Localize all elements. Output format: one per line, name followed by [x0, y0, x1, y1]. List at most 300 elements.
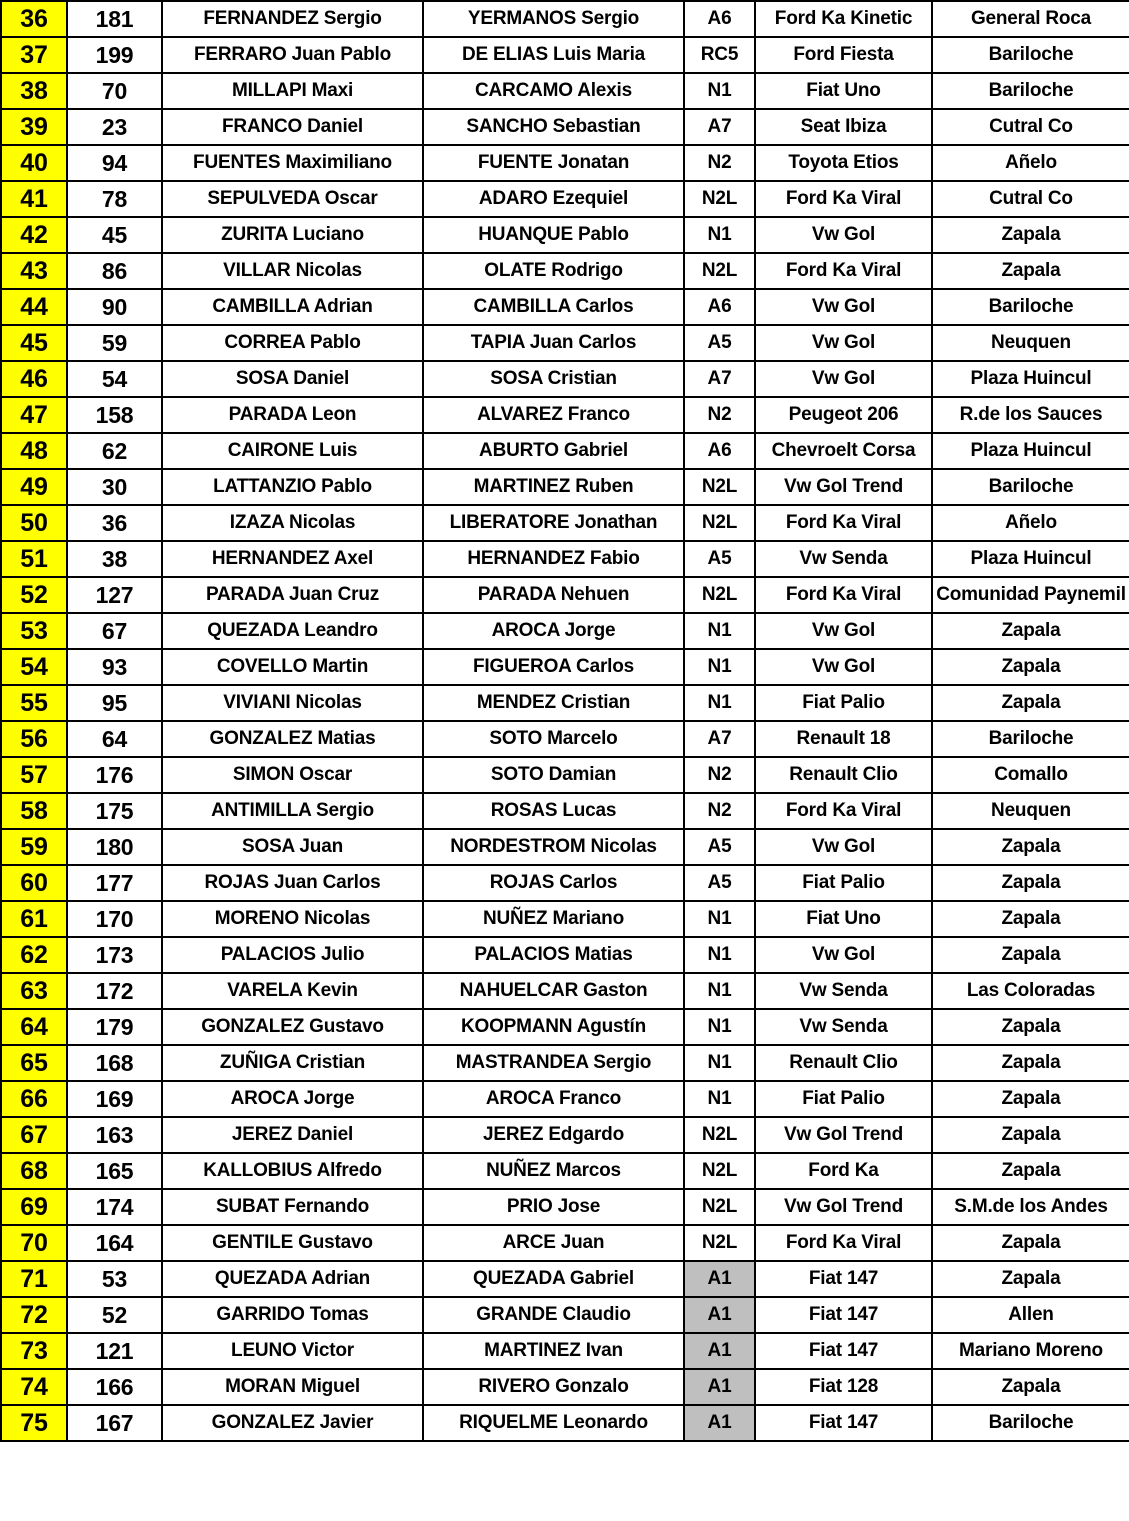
class-cell: N2 [684, 397, 755, 433]
driver-cell: MORENO Nicolas [162, 901, 423, 937]
table-row [1, 541, 1129, 577]
codriver-cell: QUEZADA Gabriel [423, 1261, 684, 1297]
class-cell: N1 [684, 1009, 755, 1045]
position-cell: 48 [1, 433, 67, 469]
driver-cell: JEREZ Daniel [162, 1117, 423, 1153]
position-cell: 45 [1, 325, 67, 361]
city-cell: Zapala [932, 1081, 1129, 1117]
codriver-cell: HUANQUE Pablo [423, 217, 684, 253]
car-number-cell: 127 [67, 577, 162, 613]
codriver-cell: KOOPMANN Agustín [423, 1009, 684, 1045]
position-cell: 43 [1, 253, 67, 289]
driver-cell: ZURITA Luciano [162, 217, 423, 253]
car-number-cell: 78 [67, 181, 162, 217]
codriver-cell: AROCA Franco [423, 1081, 684, 1117]
driver-cell: FERRARO Juan Pablo [162, 37, 423, 73]
table-row [1, 793, 1129, 829]
driver-cell: CORREA Pablo [162, 325, 423, 361]
city-cell: Zapala [932, 1153, 1129, 1189]
car-model-cell: Ford Ka Kinetic [755, 1, 932, 37]
position-cell: 49 [1, 469, 67, 505]
car-model-cell: Fiat 147 [755, 1261, 932, 1297]
position-cell: 70 [1, 1225, 67, 1261]
car-number-cell: 70 [67, 73, 162, 109]
car-number-cell: 169 [67, 1081, 162, 1117]
position-cell: 73 [1, 1333, 67, 1369]
driver-cell: ANTIMILLA Sergio [162, 793, 423, 829]
codriver-cell: HERNANDEZ Fabio [423, 541, 684, 577]
position-cell: 71 [1, 1261, 67, 1297]
driver-cell: MILLAPI Maxi [162, 73, 423, 109]
car-number-cell: 166 [67, 1369, 162, 1405]
class-cell: N2L [684, 505, 755, 541]
position-cell: 65 [1, 1045, 67, 1081]
car-model-cell: Fiat 147 [755, 1405, 932, 1441]
car-number-cell: 23 [67, 109, 162, 145]
table-row [1, 325, 1129, 361]
city-cell: Allen [932, 1297, 1129, 1333]
codriver-cell: ROJAS Carlos [423, 865, 684, 901]
codriver-cell: AROCA Jorge [423, 613, 684, 649]
table-row [1, 901, 1129, 937]
table-row [1, 361, 1129, 397]
codriver-cell: NAHUELCAR Gaston [423, 973, 684, 1009]
codriver-cell: ALVAREZ Franco [423, 397, 684, 433]
class-cell: RC5 [684, 37, 755, 73]
position-cell: 63 [1, 973, 67, 1009]
position-cell: 51 [1, 541, 67, 577]
class-cell: N2L [684, 1153, 755, 1189]
driver-cell: MORAN Miguel [162, 1369, 423, 1405]
car-model-cell: Fiat 128 [755, 1369, 932, 1405]
city-cell: Cutral Co [932, 109, 1129, 145]
car-model-cell: Ford Ka Viral [755, 577, 932, 613]
city-cell: Añelo [932, 505, 1129, 541]
position-cell: 41 [1, 181, 67, 217]
car-number-cell: 165 [67, 1153, 162, 1189]
car-number-cell: 180 [67, 829, 162, 865]
codriver-cell: ABURTO Gabriel [423, 433, 684, 469]
class-cell: N1 [684, 973, 755, 1009]
position-cell: 68 [1, 1153, 67, 1189]
codriver-cell: MARTINEZ Ruben [423, 469, 684, 505]
codriver-cell: ADARO Ezequiel [423, 181, 684, 217]
city-cell: Cutral Co [932, 181, 1129, 217]
driver-cell: SIMON Oscar [162, 757, 423, 793]
class-cell: A7 [684, 361, 755, 397]
table-row [1, 973, 1129, 1009]
driver-cell: AROCA Jorge [162, 1081, 423, 1117]
class-cell: N2 [684, 757, 755, 793]
car-model-cell: Ford Ka [755, 1153, 932, 1189]
table-row [1, 109, 1129, 145]
car-model-cell: Vw Gol Trend [755, 1117, 932, 1153]
table-row [1, 1333, 1129, 1369]
car-number-cell: 179 [67, 1009, 162, 1045]
table-row [1, 685, 1129, 721]
car-model-cell: Vw Senda [755, 973, 932, 1009]
car-model-cell: Fiat Uno [755, 73, 932, 109]
car-number-cell: 67 [67, 613, 162, 649]
codriver-cell: SOTO Marcelo [423, 721, 684, 757]
class-cell: A5 [684, 829, 755, 865]
car-model-cell: Fiat 147 [755, 1333, 932, 1369]
car-model-cell: Toyota Etios [755, 145, 932, 181]
position-cell: 62 [1, 937, 67, 973]
table-row [1, 433, 1129, 469]
car-model-cell: Ford Ka Viral [755, 181, 932, 217]
car-model-cell: Vw Gol [755, 937, 932, 973]
codriver-cell: FUENTE Jonatan [423, 145, 684, 181]
car-number-cell: 176 [67, 757, 162, 793]
table-row [1, 1189, 1129, 1225]
car-number-cell: 62 [67, 433, 162, 469]
class-cell: N1 [684, 613, 755, 649]
position-cell: 64 [1, 1009, 67, 1045]
codriver-cell: TAPIA Juan Carlos [423, 325, 684, 361]
table-row [1, 289, 1129, 325]
car-model-cell: Renault 18 [755, 721, 932, 757]
city-cell: Añelo [932, 145, 1129, 181]
position-cell: 53 [1, 613, 67, 649]
driver-cell: SEPULVEDA Oscar [162, 181, 423, 217]
table-row [1, 37, 1129, 73]
car-number-cell: 172 [67, 973, 162, 1009]
position-cell: 52 [1, 577, 67, 613]
class-cell: N1 [684, 1045, 755, 1081]
car-model-cell: Vw Gol [755, 829, 932, 865]
driver-cell: PARADA Leon [162, 397, 423, 433]
position-cell: 69 [1, 1189, 67, 1225]
codriver-cell: OLATE Rodrigo [423, 253, 684, 289]
car-model-cell: Vw Gol Trend [755, 469, 932, 505]
car-model-cell: Peugeot 206 [755, 397, 932, 433]
class-cell: N2L [684, 469, 755, 505]
city-cell: R.de los Sauces [932, 397, 1129, 433]
car-number-cell: 175 [67, 793, 162, 829]
driver-cell: ZUÑIGA Cristian [162, 1045, 423, 1081]
driver-cell: LATTANZIO Pablo [162, 469, 423, 505]
table-row [1, 397, 1129, 433]
class-cell: N1 [684, 1081, 755, 1117]
car-model-cell: Ford Ka Viral [755, 253, 932, 289]
city-cell: Zapala [932, 1009, 1129, 1045]
city-cell: Zapala [932, 685, 1129, 721]
table-row [1, 1045, 1129, 1081]
driver-cell: CAMBILLA Adrian [162, 289, 423, 325]
car-model-cell: Vw Gol [755, 613, 932, 649]
class-cell: N1 [684, 901, 755, 937]
codriver-cell: PRIO Jose [423, 1189, 684, 1225]
city-cell: Plaza Huincul [932, 433, 1129, 469]
position-cell: 38 [1, 73, 67, 109]
car-number-cell: 93 [67, 649, 162, 685]
class-cell: A1 [684, 1369, 755, 1405]
position-cell: 46 [1, 361, 67, 397]
driver-cell: VARELA Kevin [162, 973, 423, 1009]
table-row [1, 721, 1129, 757]
table-row [1, 613, 1129, 649]
driver-cell: GONZALEZ Gustavo [162, 1009, 423, 1045]
class-cell: N1 [684, 73, 755, 109]
car-model-cell: Fiat Palio [755, 865, 932, 901]
driver-cell: PARADA Juan Cruz [162, 577, 423, 613]
city-cell: Plaza Huincul [932, 361, 1129, 397]
driver-cell: FUENTES Maximiliano [162, 145, 423, 181]
driver-cell: GARRIDO Tomas [162, 1297, 423, 1333]
car-number-cell: 170 [67, 901, 162, 937]
position-cell: 61 [1, 901, 67, 937]
city-cell: Zapala [932, 1045, 1129, 1081]
table-row [1, 253, 1129, 289]
city-cell: Mariano Moreno [932, 1333, 1129, 1369]
car-number-cell: 45 [67, 217, 162, 253]
table-row [1, 1, 1129, 37]
car-model-cell: Ford Ka Viral [755, 793, 932, 829]
codriver-cell: ROSAS Lucas [423, 793, 684, 829]
car-model-cell: Fiat 147 [755, 1297, 932, 1333]
car-model-cell: Fiat Palio [755, 685, 932, 721]
table-row [1, 649, 1129, 685]
car-model-cell: Vw Senda [755, 541, 932, 577]
table-row [1, 1225, 1129, 1261]
position-cell: 75 [1, 1405, 67, 1441]
position-cell: 42 [1, 217, 67, 253]
car-number-cell: 59 [67, 325, 162, 361]
position-cell: 66 [1, 1081, 67, 1117]
position-cell: 56 [1, 721, 67, 757]
driver-cell: SOSA Juan [162, 829, 423, 865]
position-cell: 40 [1, 145, 67, 181]
codriver-cell: SOTO Damian [423, 757, 684, 793]
position-cell: 58 [1, 793, 67, 829]
driver-cell: SUBAT Fernando [162, 1189, 423, 1225]
class-cell: N2L [684, 1225, 755, 1261]
car-number-cell: 95 [67, 685, 162, 721]
position-cell: 54 [1, 649, 67, 685]
class-cell: N2L [684, 1117, 755, 1153]
driver-cell: LEUNO Victor [162, 1333, 423, 1369]
car-number-cell: 121 [67, 1333, 162, 1369]
position-cell: 67 [1, 1117, 67, 1153]
car-number-cell: 174 [67, 1189, 162, 1225]
car-number-cell: 64 [67, 721, 162, 757]
codriver-cell: NORDESTROM Nicolas [423, 829, 684, 865]
codriver-cell: RIVERO Gonzalo [423, 1369, 684, 1405]
city-cell: Comallo [932, 757, 1129, 793]
class-cell: A1 [684, 1405, 755, 1441]
car-model-cell: Vw Gol [755, 361, 932, 397]
codriver-cell: RIQUELME Leonardo [423, 1405, 684, 1441]
city-cell: Zapala [932, 649, 1129, 685]
position-cell: 57 [1, 757, 67, 793]
class-cell: N2L [684, 181, 755, 217]
city-cell: Neuquen [932, 325, 1129, 361]
class-cell: A5 [684, 541, 755, 577]
car-number-cell: 52 [67, 1297, 162, 1333]
driver-cell: CAIRONE Luis [162, 433, 423, 469]
car-model-cell: Ford Ka Viral [755, 1225, 932, 1261]
city-cell: Zapala [932, 901, 1129, 937]
car-model-cell: Fiat Palio [755, 1081, 932, 1117]
table-row [1, 73, 1129, 109]
car-number-cell: 36 [67, 505, 162, 541]
class-cell: A5 [684, 865, 755, 901]
table-row [1, 1009, 1129, 1045]
car-number-cell: 90 [67, 289, 162, 325]
car-number-cell: 86 [67, 253, 162, 289]
class-cell: N2 [684, 145, 755, 181]
codriver-cell: CAMBILLA Carlos [423, 289, 684, 325]
car-number-cell: 181 [67, 1, 162, 37]
city-cell: Zapala [932, 217, 1129, 253]
city-cell: Zapala [932, 1117, 1129, 1153]
codriver-cell: SOSA Cristian [423, 361, 684, 397]
codriver-cell: PARADA Nehuen [423, 577, 684, 613]
driver-cell: QUEZADA Leandro [162, 613, 423, 649]
class-cell: A1 [684, 1333, 755, 1369]
entry-list-body [1, 1, 1129, 1441]
driver-cell: KALLOBIUS Alfredo [162, 1153, 423, 1189]
codriver-cell: MARTINEZ Ivan [423, 1333, 684, 1369]
class-cell: A1 [684, 1261, 755, 1297]
class-cell: N2L [684, 253, 755, 289]
car-model-cell: Fiat Uno [755, 901, 932, 937]
table-row [1, 1153, 1129, 1189]
driver-cell: GENTILE Gustavo [162, 1225, 423, 1261]
table-row [1, 217, 1129, 253]
city-cell: Comunidad Paynemil [932, 577, 1129, 613]
city-cell: Zapala [932, 253, 1129, 289]
city-cell: Zapala [932, 1369, 1129, 1405]
city-cell: Zapala [932, 1225, 1129, 1261]
table-row [1, 505, 1129, 541]
class-cell: A7 [684, 721, 755, 757]
position-cell: 59 [1, 829, 67, 865]
table-row [1, 1405, 1129, 1441]
city-cell: Bariloche [932, 289, 1129, 325]
car-model-cell: Ford Fiesta [755, 37, 932, 73]
car-model-cell: Renault Clio [755, 757, 932, 793]
table-row [1, 829, 1129, 865]
codriver-cell: FIGUEROA Carlos [423, 649, 684, 685]
city-cell: Zapala [932, 829, 1129, 865]
car-number-cell: 158 [67, 397, 162, 433]
driver-cell: FERNANDEZ Sergio [162, 1, 423, 37]
driver-cell: VILLAR Nicolas [162, 253, 423, 289]
codriver-cell: DE ELIAS Luis Maria [423, 37, 684, 73]
car-model-cell: Vw Gol Trend [755, 1189, 932, 1225]
car-number-cell: 199 [67, 37, 162, 73]
class-cell: N2 [684, 793, 755, 829]
codriver-cell: JEREZ Edgardo [423, 1117, 684, 1153]
car-number-cell: 173 [67, 937, 162, 973]
table-row [1, 1117, 1129, 1153]
class-cell: N1 [684, 685, 755, 721]
position-cell: 60 [1, 865, 67, 901]
car-model-cell: Seat Ibiza [755, 109, 932, 145]
car-model-cell: Vw Gol [755, 217, 932, 253]
car-model-cell: Vw Senda [755, 1009, 932, 1045]
city-cell: Bariloche [932, 73, 1129, 109]
city-cell: Bariloche [932, 37, 1129, 73]
position-cell: 47 [1, 397, 67, 433]
car-number-cell: 167 [67, 1405, 162, 1441]
car-model-cell: Chevroelt Corsa [755, 433, 932, 469]
table-row [1, 757, 1129, 793]
class-cell: A5 [684, 325, 755, 361]
class-cell: N1 [684, 217, 755, 253]
codriver-cell: PALACIOS Matias [423, 937, 684, 973]
city-cell: Bariloche [932, 469, 1129, 505]
codriver-cell: MENDEZ Cristian [423, 685, 684, 721]
table-row [1, 1297, 1129, 1333]
city-cell: Plaza Huincul [932, 541, 1129, 577]
codriver-cell: NUÑEZ Marcos [423, 1153, 684, 1189]
table-row [1, 469, 1129, 505]
city-cell: Bariloche [932, 721, 1129, 757]
car-number-cell: 168 [67, 1045, 162, 1081]
codriver-cell: LIBERATORE Jonathan [423, 505, 684, 541]
class-cell: A6 [684, 289, 755, 325]
car-number-cell: 164 [67, 1225, 162, 1261]
city-cell: Zapala [932, 937, 1129, 973]
class-cell: A1 [684, 1297, 755, 1333]
class-cell: A6 [684, 1, 755, 37]
city-cell: Zapala [932, 1261, 1129, 1297]
city-cell: S.M.de los Andes [932, 1189, 1129, 1225]
class-cell: N1 [684, 937, 755, 973]
car-model-cell: Renault Clio [755, 1045, 932, 1081]
driver-cell: HERNANDEZ Axel [162, 541, 423, 577]
table-row [1, 181, 1129, 217]
class-cell: N2L [684, 1189, 755, 1225]
driver-cell: FRANCO Daniel [162, 109, 423, 145]
car-model-cell: Vw Gol [755, 289, 932, 325]
codriver-cell: ARCE Juan [423, 1225, 684, 1261]
position-cell: 37 [1, 37, 67, 73]
position-cell: 39 [1, 109, 67, 145]
driver-cell: GONZALEZ Matias [162, 721, 423, 757]
table-row [1, 1369, 1129, 1405]
car-number-cell: 30 [67, 469, 162, 505]
car-model-cell: Vw Gol [755, 649, 932, 685]
driver-cell: PALACIOS Julio [162, 937, 423, 973]
driver-cell: VIVIANI Nicolas [162, 685, 423, 721]
codriver-cell: MASTRANDEA Sergio [423, 1045, 684, 1081]
table-row [1, 1261, 1129, 1297]
position-cell: 50 [1, 505, 67, 541]
city-cell: Las Coloradas [932, 973, 1129, 1009]
car-number-cell: 177 [67, 865, 162, 901]
class-cell: N1 [684, 649, 755, 685]
codriver-cell: CARCAMO Alexis [423, 73, 684, 109]
position-cell: 44 [1, 289, 67, 325]
codriver-cell: YERMANOS Sergio [423, 1, 684, 37]
table-row [1, 937, 1129, 973]
car-model-cell: Vw Gol [755, 325, 932, 361]
class-cell: N2L [684, 577, 755, 613]
table-row [1, 577, 1129, 613]
class-cell: A7 [684, 109, 755, 145]
car-number-cell: 94 [67, 145, 162, 181]
city-cell: General Roca [932, 1, 1129, 37]
codriver-cell: NUÑEZ Mariano [423, 901, 684, 937]
driver-cell: COVELLO Martin [162, 649, 423, 685]
car-model-cell: Ford Ka Viral [755, 505, 932, 541]
car-number-cell: 53 [67, 1261, 162, 1297]
car-number-cell: 54 [67, 361, 162, 397]
